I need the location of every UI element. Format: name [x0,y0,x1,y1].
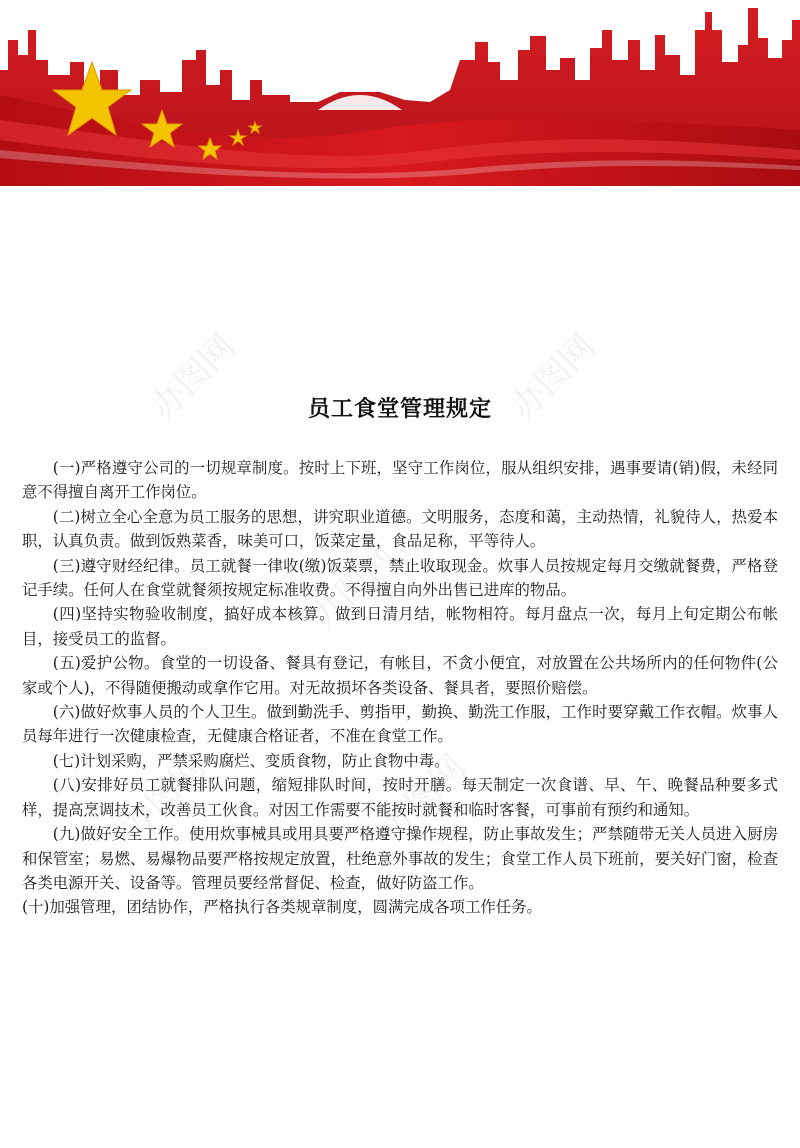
watermark-text: 办图网 [303,536,404,638]
regulation-paragraph-4: (四)坚持实物验收制度，搞好成本核算。做到日清月结，帐物相符。每月盘点一次，每月上旬定期公布帐目，接受员工的监督。 [22,605,778,648]
regulation-paragraph-7: (七)计划采购，严禁采购腐烂、变质食物，防止食物中毒。 [52,751,450,770]
watermark-text: 办图网 [373,746,474,848]
regulation-paragraph-10: (十)加强管理，团结协作，严格执行各类规章制度，圆满完成各项工作任务。 [22,898,542,917]
watermark-text: 办图网 [503,326,604,428]
watermark-text: 办图网 [113,746,214,848]
regulation-paragraph-2: (二)树立全心全意为员工服务的思想，讲究职业道德。文明服务，态度和蔼，主动热情，礼貌待人，热爱本职，认真负责。做到饭熟菜香，味美可口，饭菜定量，食品足称，平等待人。 [22,507,778,551]
document-body [22,456,778,920]
document-title: 员工食堂管理规定 [307,397,492,422]
watermark-text: 办图网 [143,326,244,428]
city-skyline-illustration [0,0,800,186]
regulation-paragraph-3: (三)遵守财经纪律。员工就餐一律收(缴)饭菜票，禁止收取现金。炊事人员按规定每月交缴就餐费，严格登记手续。任何人在食堂就餐须按规定标准收费。不得擅自向外出售已进库的物品。 [22,556,778,600]
regulation-paragraph-8: (八)安排好员工就餐排队问题，缩短排队时间，按时开膳。每天制定一次食谱、早、午、晚餐品种要多式样，提高烹调技术，改善员工伙食。对因工作需要不能按时就餐和临时客餐，可事前有预约和通知。 [22,776,778,819]
regulation-paragraph-1: (一)严格遵守公司的一切规章制度。按时上下班，坚守工作岗位，服从组织安排，遇事要请(销)假，未经同意不得擅自离开工作岗位。 [22,459,778,502]
regulation-paragraph-6: (六)做好炊事人员的个人卫生。做到勤洗手、剪指甲，勤换、勤洗工作服，工作时要穿戴工作衣帽。炊事人员每年进行一次健康检查，无健康合格证者，不准在食堂工作。 [22,703,778,746]
regulation-paragraph-9: (九)做好安全工作。使用炊事械具或用具要严格遵守操作规程，防止事故发生；严禁随带无关人员进入厨房和保管室；易燃、易爆物品要严格按规定放置，杜绝意外事故的发生；食堂工作人员下班前，要关好门窗，检查各类电源开关、设备等。管理员要经常督促、检查，做好防盗工作。 [22,825,778,892]
regulation-paragraph-5: (五)爱护公物。食堂的一切设备、餐具有登记，有帐目，不贪小便宜，对放置在公共场所内的任何物件(公家或个人)，不得随便搬动或拿作它用。对无故损坏各类设备、餐具者，要照价赔偿。 [22,654,778,697]
header-banner [0,0,800,186]
